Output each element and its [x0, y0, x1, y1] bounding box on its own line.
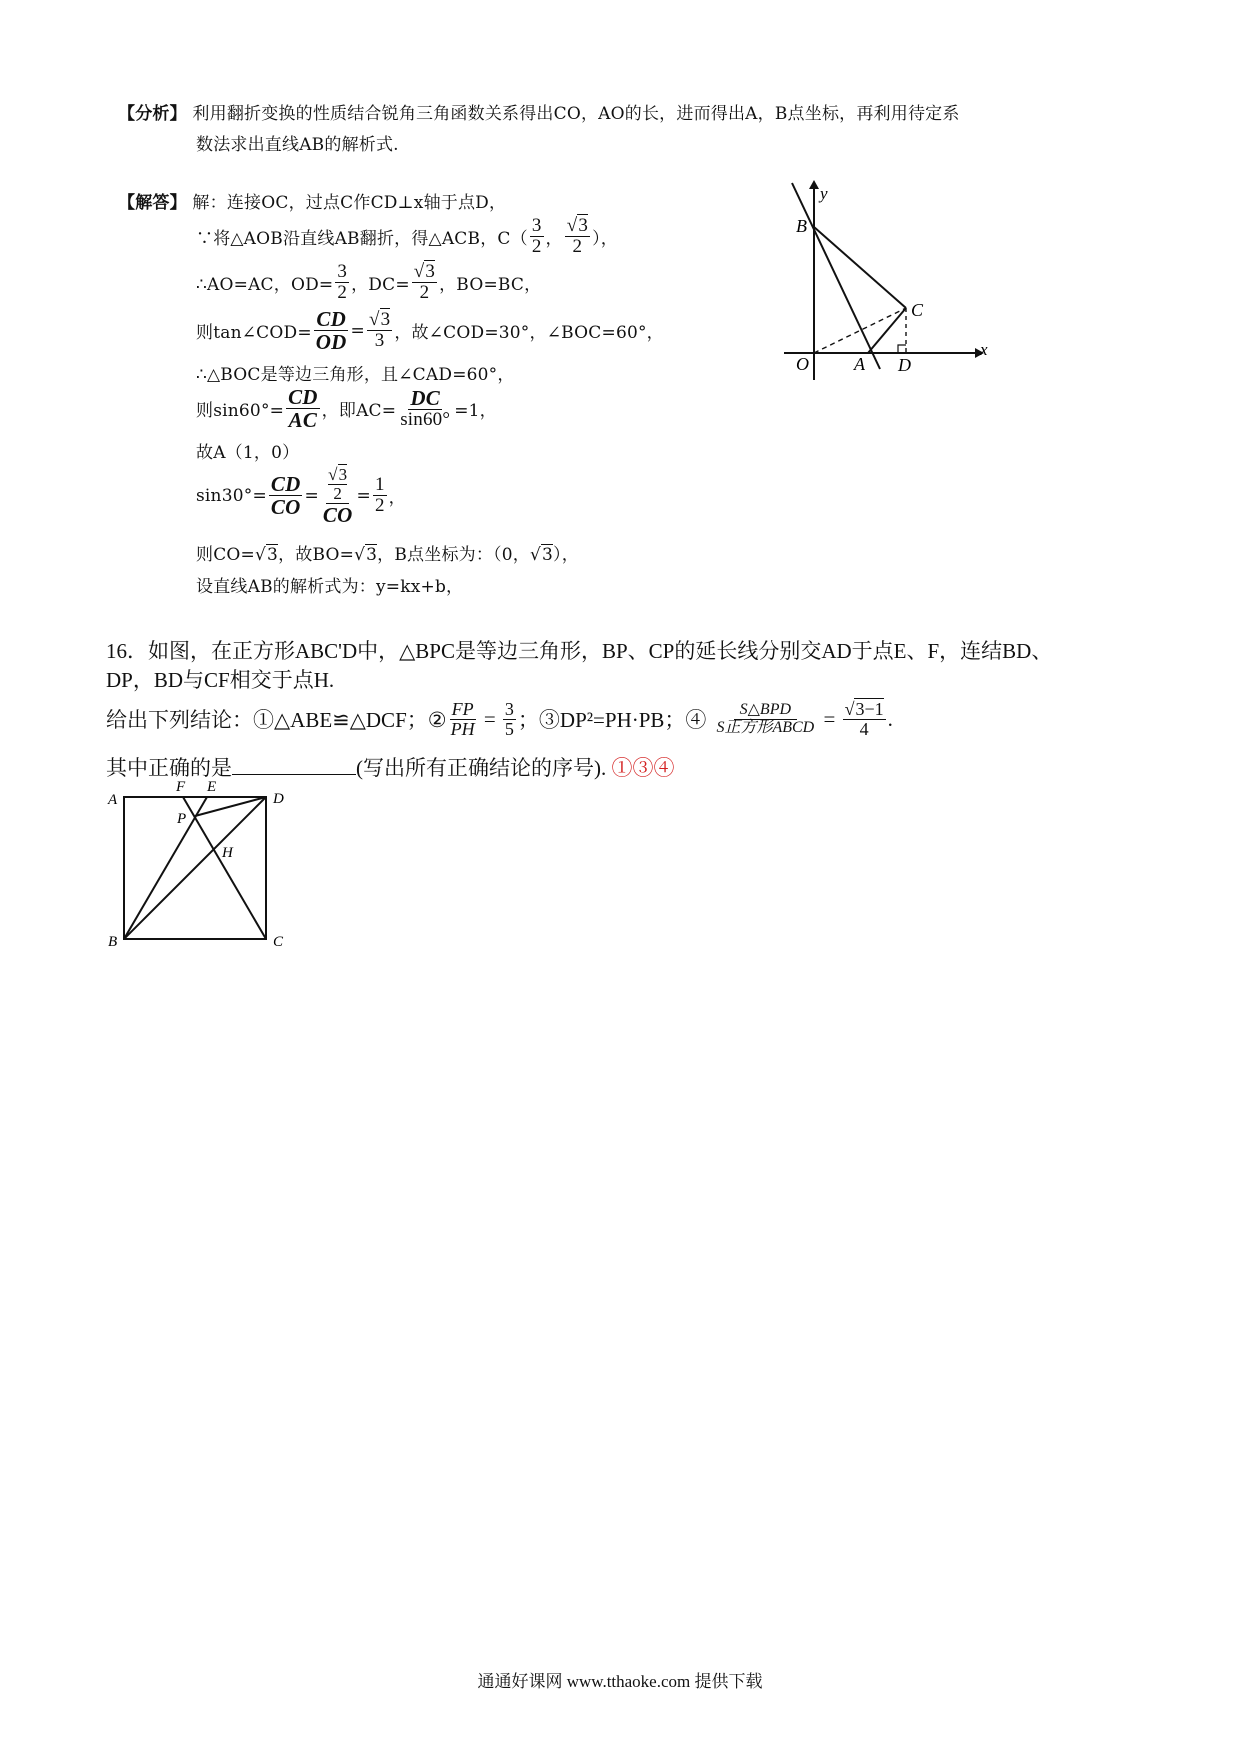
fraction-3-over-5: $\frac{3}{5}$ — [504, 699, 514, 739]
fraction-cd-over-od: $\frac{CD}{OD}$ — [315, 307, 347, 355]
label-c2: C — [273, 934, 284, 950]
question-16-line-2: DP，BD与CF相交于点H. — [106, 668, 335, 692]
solution-line-9: 则CO=√3，故BO=√3，B点坐标为：（0，√3）， — [196, 545, 579, 565]
coordinate-figure — [770, 175, 1000, 390]
solution-line-2: ∵将△AOB沿直线AB翻折，得△ACB，C（ $\frac{3}{2}$ ， $\frac{√3}{2}$ ）， — [196, 215, 618, 257]
solution-line-6: 则sin60°= $\frac{CD}{AC}$ ，即AC= $\frac{DC}{\sin 60^\circ}$ =1， — [196, 385, 497, 433]
fraction-complex: √3 2 CO — [322, 465, 353, 527]
segment-bc — [814, 227, 906, 308]
solution-line-1 — [118, 188, 506, 213]
fraction-1-over-2: $\frac{1}{2}$ — [374, 474, 385, 517]
label-o: O — [796, 354, 809, 374]
question-number: 16 — [106, 639, 127, 663]
label-x: x — [980, 340, 988, 359]
label-y: y — [820, 184, 828, 203]
fraction-fp-over-ph: $\frac{FP}{PH}$ — [450, 699, 475, 739]
label-b: B — [796, 216, 807, 236]
question-16-line-1: 16．如图，在正方形ABC'D中，△BPC是等边三角形，BP、CP的延长线分别交AD于点E、F，连结BD、 — [106, 639, 1053, 663]
solution-text-2a: ∵将△AOB沿直线AB翻折，得△ACB，C（ — [196, 228, 528, 249]
solution-line-10: 设直线AB的解析式为：y=kx+b， — [196, 577, 464, 597]
right-angle-mark — [898, 345, 906, 353]
question-16-conclusions: 给出下列结论：①△ABE≌△DCF；② $\frac{FP}{PH}$ = $\frac{3}{5}$ ；③DP²=PH·PB；④ $\frac{\text{S△BPD}}{\text{S正方形ABCD}}$ = $\frac{√3-1}{4}$ . — [106, 699, 893, 739]
solution-line-3: ∴AO=AC，OD= $\frac{3}{2}$ ，DC= $\frac{√3}{2}$ ，BO=BC， — [196, 261, 542, 303]
fraction-dc-over-sin60: $\frac{DC}{\sin 60^\circ}$ — [400, 386, 451, 431]
fraction-cd-over-ac: $\frac{CD}{AC}$ — [288, 385, 318, 433]
solution-line-5: ∴△BOC是等边三角形，且∠CAD=60°， — [196, 365, 515, 385]
label-d: D — [898, 355, 911, 375]
solution-text-2b: ）， — [592, 228, 618, 249]
fraction-sqrt3-over-3: $\frac{√3}{3}$ — [368, 309, 391, 352]
line-ab — [792, 183, 880, 369]
segment-ca — [868, 308, 906, 353]
answer-blank[interactable] — [232, 756, 356, 775]
label-b2: B — [108, 934, 118, 950]
label-a: A — [854, 354, 865, 374]
y-axis-arrow — [809, 180, 819, 189]
label-e: E — [207, 779, 217, 795]
solution-line-4: 则tan∠COD= $\frac{CD}{OD}$ = $\frac{√3}{3}$ ，故∠COD=30°，∠BOC=60°， — [196, 307, 664, 355]
answer-text: ①③④ — [611, 756, 675, 780]
segment-oc — [814, 308, 906, 353]
analysis-text-1: 利用翻折变换的性质结合锐角三角函数关系得出CO，AO的长，进而得出A，B点坐标，再利用待定系 — [192, 104, 960, 124]
fraction-area-ratio: $\frac{\text{S△BPD}}{\text{S正方形ABCD}}$ — [716, 701, 815, 736]
fraction-3-over-2: $\frac{3}{2}$ — [531, 215, 542, 257]
analysis-tag: 【分析】 — [118, 104, 187, 124]
fraction-sqrt3-over-2: $\frac{√3}{2}$ — [566, 215, 589, 257]
label-p: P — [177, 811, 187, 827]
solution-line-7: 故A（1，0） — [196, 443, 300, 463]
solution-line-8: sin30°= $\frac{CD}{CO}$ = √3 2 CO = $\frac{1}{2}$ ， — [196, 465, 406, 527]
label-c: C — [911, 300, 924, 320]
analysis-line-2: 数法求出直线AB的解析式. — [196, 135, 399, 155]
square-figure — [100, 775, 300, 955]
label-a2: A — [108, 792, 118, 808]
solution-text-1: 解：连接OC，过点C作CD⊥x轴于点D， — [192, 193, 507, 213]
footer: 通通好课网 www.tthaoke.com 提供下载 — [477, 1672, 763, 1691]
fraction-cd-over-co: $\frac{CD}{CO}$ — [270, 472, 301, 520]
label-h: H — [222, 845, 233, 861]
label-f: F — [176, 779, 186, 795]
analysis-line-1 — [118, 99, 960, 124]
fraction-sqrt3-minus-1-over-4: $\frac{√3-1}{4}$ — [844, 699, 884, 739]
fraction-od: $\frac{3}{2}$ — [337, 261, 348, 303]
question-16-line-4: 其中正确的是 (写出所有正确结论的序号). ①③④ — [106, 756, 675, 780]
fraction-dc: $\frac{√3}{2}$ — [413, 261, 436, 303]
solution-tag: 【解答】 — [118, 193, 187, 213]
label-d2: D — [273, 791, 284, 807]
